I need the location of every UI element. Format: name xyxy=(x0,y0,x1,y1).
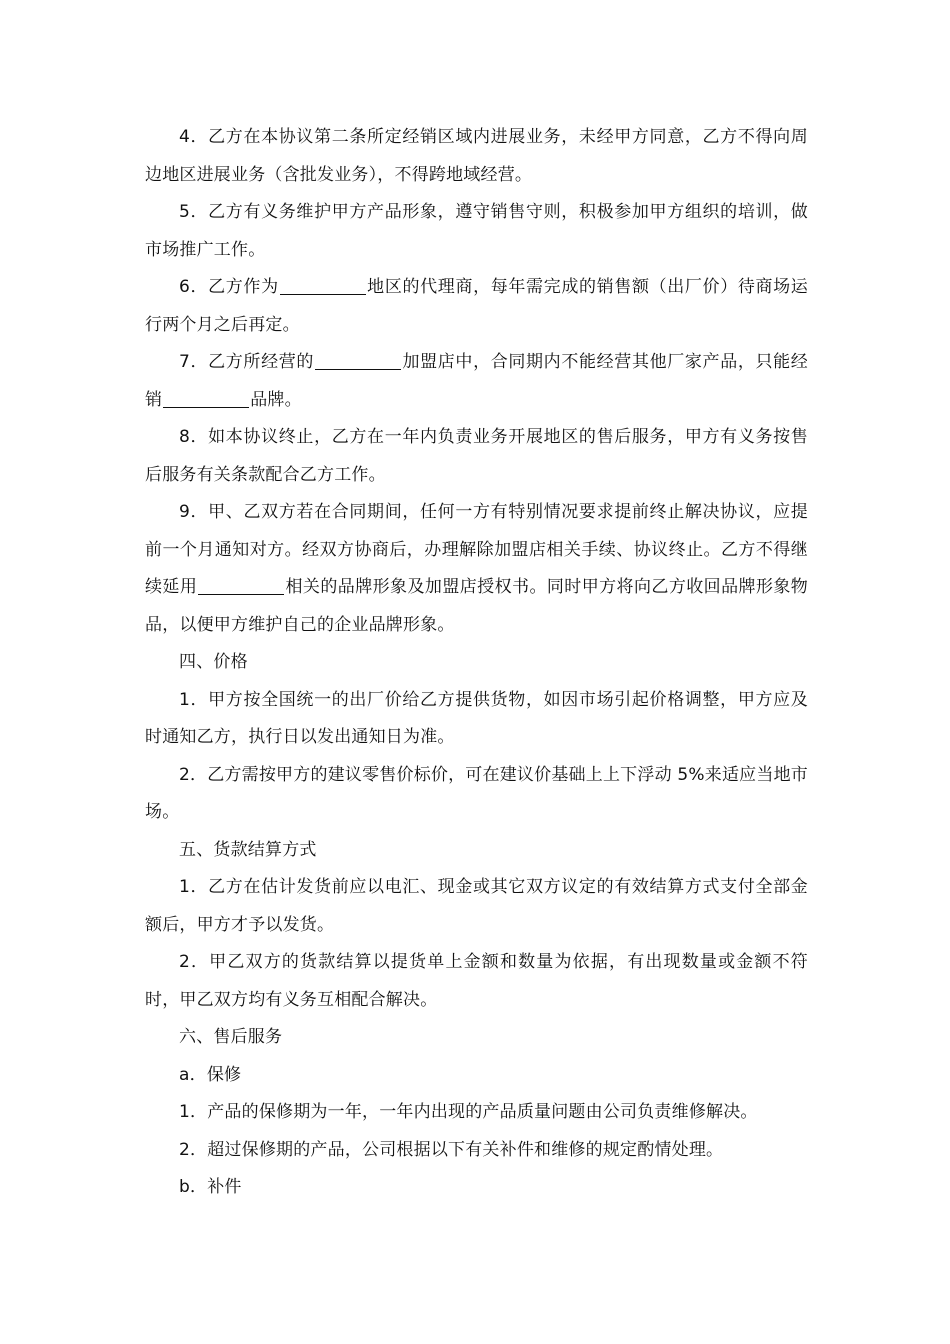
warranty-clause-2: 2．超过保修期的产品，公司根据以下有关补件和维修的规定酌情处理。 xyxy=(179,1139,724,1160)
subsection-warranty: a．保修 xyxy=(179,1064,242,1085)
fill-in-blank xyxy=(198,576,284,595)
section-heading-price: 四、价格 xyxy=(179,652,248,672)
fill-in-blank xyxy=(163,389,249,408)
price-clause-2: 2．乙方需按甲方的建议零售价标价，可在建议价基础上上下浮动 5%来适应当地市场。 xyxy=(145,764,808,822)
clause-9: 9．甲、乙双方若在合同期间，任何一方有特别情况要求提前终止解决协议，应提前一个月通知对方。经双方协商后，办理解除加盟店相关手续、协议终止。乙方不得继续延用 相关的品牌形象及加盟店授权书。同时甲方将向乙方收回品牌形象物品，以便甲方维护自己的企业品牌形象。 xyxy=(145,502,808,635)
clause-4: 4．乙方在本协议第二条所定经销区域内进展业务，未经甲方同意，乙方不得向周边地区进展业务（含批发业务），不得跨地域经营。 xyxy=(145,127,808,185)
section-heading-payment: 五、货款结算方式 xyxy=(179,839,317,860)
fill-in-blank xyxy=(315,351,401,370)
payment-clause-2: 2．甲乙双方的货款结算以提货单上金额和数量为依据，有出现数量或金额不符时，甲乙双方均有义务互相配合解决。 xyxy=(145,952,808,1010)
subsection-parts: b．补件 xyxy=(179,1177,242,1197)
section-heading-after-sales: 六、售后服务 xyxy=(179,1027,283,1047)
clause-7: 7．乙方所经营的 加盟店中，合同期内不能经营其他厂家产品，只能经销 品牌。 xyxy=(145,352,808,410)
clause-8: 8．如本协议终止，乙方在一年内负责业务开展地区的售后服务，甲方有义务按售后服务有关条款配合乙方工作。 xyxy=(145,427,808,485)
warranty-clause-1: 1．产品的保修期为一年，一年内出现的产品质量问题由公司负责维修解决。 xyxy=(179,1102,758,1122)
clause-6: 6．乙方作为 地区的代理商，每年需完成的销售额（出厂价）待商场运行两个月之后再定。 xyxy=(145,277,808,335)
fill-in-blank xyxy=(280,276,366,295)
document-page xyxy=(145,119,808,1207)
clause-5: 5．乙方有义务维护甲方产品形象，遵守销售守则，积极参加甲方组织的培训，做市场推广工作。 xyxy=(145,202,808,260)
price-clause-1: 1．甲方按全国统一的出厂价给乙方提供货物，如因市场引起价格调整，甲方应及时通知乙方，执行日以发出通知日为准。 xyxy=(145,689,808,747)
payment-clause-1: 1．乙方在估计发货前应以电汇、现金或其它双方议定的有效结算方式支付全部金额后，甲方才予以发货。 xyxy=(145,877,808,935)
